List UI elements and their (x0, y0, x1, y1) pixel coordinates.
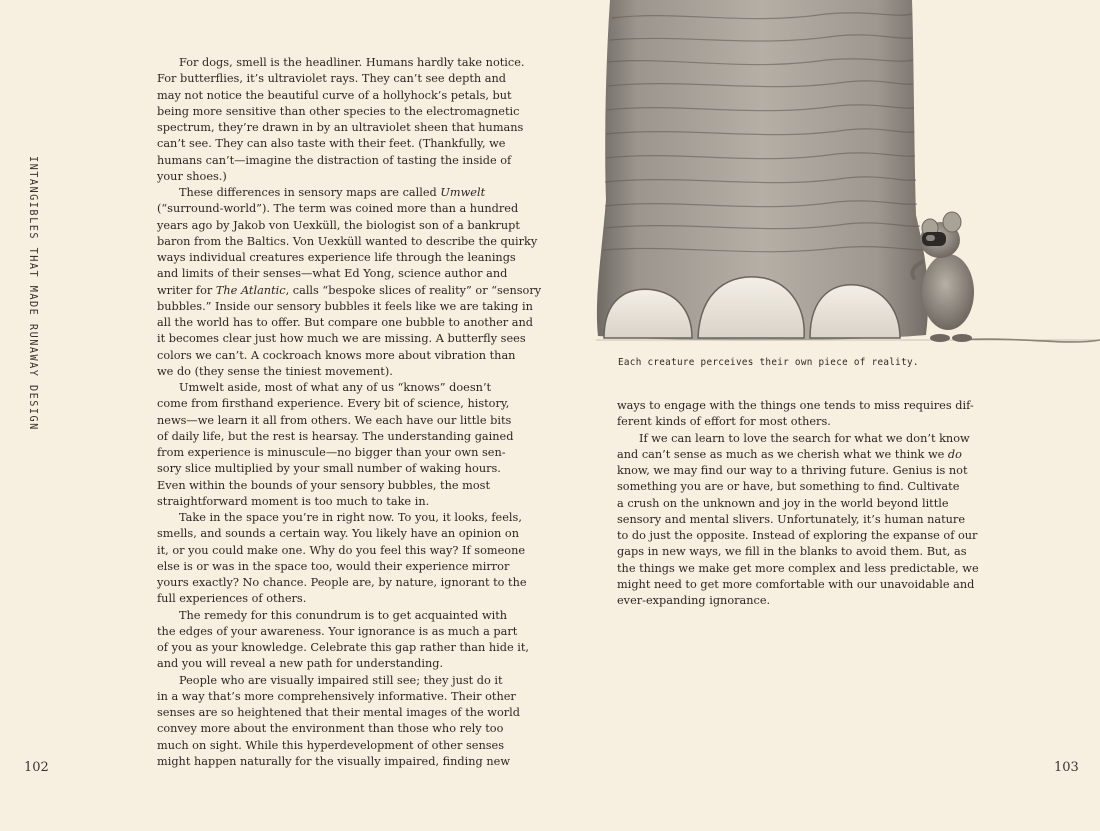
text-line: being more sensitive than other species to the electromagnetic (157, 104, 520, 118)
text-line: might need to get more comfortable with our unavoidable and (617, 577, 975, 591)
text-line: humans can’t—imagine the distraction of tasting the inside of (157, 153, 512, 167)
text-line: yours exactly? No chance. People are, by nature, ignorant to the (157, 576, 527, 589)
text-line: sensory and mental slivers. Unfortunately, it’s human nature (617, 512, 966, 526)
text-line: sory slice multiplied by your small number of waking hours. (157, 462, 501, 476)
text-line: the edges of your awareness. Your ignorance is as much a part (157, 624, 518, 638)
text-line: in a way that’s more comprehensively informative. Their other (157, 689, 516, 703)
text-line: Take in the space you’re in right now. To you, it looks, feels, (179, 511, 522, 524)
text-line: it, or you could make one. Why do you feel this way? If someone (157, 543, 526, 557)
paragraph (157, 673, 521, 771)
text-line: bubbles.” Inside our sensory bubbles it feels like we are taking in (157, 299, 533, 313)
right-column-text (617, 398, 979, 609)
text-line: ways to engage with the things one tends to miss requires dif- (617, 399, 974, 412)
page-number-right: 103 (1054, 760, 1079, 775)
text-line: straightforward moment is too much to take in. (157, 494, 430, 508)
text-line: can’t see. They can also taste with their feet. (Thankfully, we (157, 137, 506, 151)
paragraph (157, 185, 542, 380)
text-line: ferent kinds of effort for most others. (617, 415, 831, 429)
text-line: may not notice the beautiful curve of a hollyhock’s petals, but (157, 88, 512, 102)
text-line: (“surround-world”). The term was coined more than a hundred (157, 202, 519, 216)
mouse-figure (912, 212, 1100, 342)
text-line: and you will reveal a new path for understanding. (157, 657, 444, 671)
text-line: from experience is minuscule—no bigger than your own sen- (157, 446, 506, 459)
text-line: For butterflies, it’s ultraviolet rays. They can’t see depth and (157, 72, 507, 86)
paragraph (157, 380, 514, 510)
text-line: senses are so heightened that their mental images of the world (157, 706, 521, 719)
text-line: Umwelt aside, most of what any of us “knows” doesn’t (179, 381, 492, 394)
running-head: INTANGIBLES THAT MADE RUNAWAY DESIGN (27, 156, 38, 431)
figure-caption: Each creature perceives their own piece of reality. (618, 357, 919, 368)
text-line: a crush on the unknown and joy in the world beyond little (617, 496, 949, 510)
paragraph (157, 55, 525, 185)
text-line: spectrum, they’re drawn in by an ultraviolet sheen that humans (157, 121, 524, 134)
text-line: might happen naturally for the visually impaired, finding new (157, 754, 511, 768)
text-line: For dogs, smell is the headliner. Humans hardly take notice. (179, 56, 525, 69)
paragraph (617, 431, 979, 610)
text-line: baron from the Baltics. Von Uexküll wanted to describe the quirky (157, 234, 538, 248)
text-line: we do (they sense the tiniest movement). (157, 364, 393, 378)
paragraph (157, 608, 530, 673)
text-line: colors we can’t. A cockroach knows more about vibration than (157, 348, 516, 362)
text-line: ever-expanding ignorance. (617, 594, 771, 607)
text-line: know, we may find our way to a thriving future. Genius is not (617, 464, 968, 477)
text-line: full experiences of others. (157, 592, 307, 606)
elephant-foot-mouse-illustration (596, 0, 1100, 345)
text-line: convey more about the environment than those who rely too (157, 722, 504, 736)
text-line: of daily life, but the rest is hearsay. The understanding gained (157, 429, 514, 443)
text-line: Even within the bounds of your sensory bubbles, the most (157, 478, 490, 492)
text-line: else is or was in the space too, would their experience mirror (157, 559, 510, 573)
text-line: something you are or have, but something to find. Cultivate (617, 480, 960, 494)
page-number-left: 102 (24, 760, 49, 775)
text-line: years ago by Jakob von Uexküll, the biologist son of a bankrupt (157, 218, 520, 232)
text-line: the things we make get more complex and less predictable, we (617, 561, 979, 575)
text-line: news—we learn it all from others. We each have our little bits (157, 413, 512, 427)
paragraph (617, 398, 974, 431)
text-line: to do just the opposite. Instead of exploring the expanse of our (617, 529, 978, 542)
text-line: all the world has to offer. But compare one bubble to another and (157, 316, 534, 329)
text-line: People who are visually impaired still see; they just do it (179, 673, 503, 687)
text-line: ways individual creatures experience life through the leanings (157, 251, 516, 264)
text-line: come from firsthand experience. Every bit of science, history, (157, 397, 510, 411)
text-line: These differences in sensory maps are called Umwelt (179, 186, 486, 199)
text-line: of you as your knowledge. Celebrate this gap rather than hide it, (157, 641, 530, 654)
text-line: and limits of their senses—what Ed Yong, science author and (157, 267, 508, 281)
text-line: much on sight. While this hyperdevelopment of other senses (157, 738, 505, 752)
text-line: gaps in new ways, we fill in the blanks to avoid them. But, as (617, 545, 967, 559)
text-line: your shoes.) (157, 169, 227, 183)
text-line: smells, and sounds a certain way. You likely have an opinion on (157, 527, 520, 541)
left-column-text (157, 55, 542, 770)
text-line: it becomes clear just how much we are missing. A butterfly sees (157, 332, 526, 346)
text-line: and can’t sense as much as we cherish what we think we do (617, 447, 962, 461)
text-line: The remedy for this conundrum is to get acquainted with (179, 608, 508, 622)
text-line: writer for The Atlantic, calls “bespoke slices of reality” or “sensory (157, 283, 542, 297)
paragraph (157, 510, 527, 608)
text-line: If we can learn to love the search for what we don’t know (639, 431, 970, 445)
